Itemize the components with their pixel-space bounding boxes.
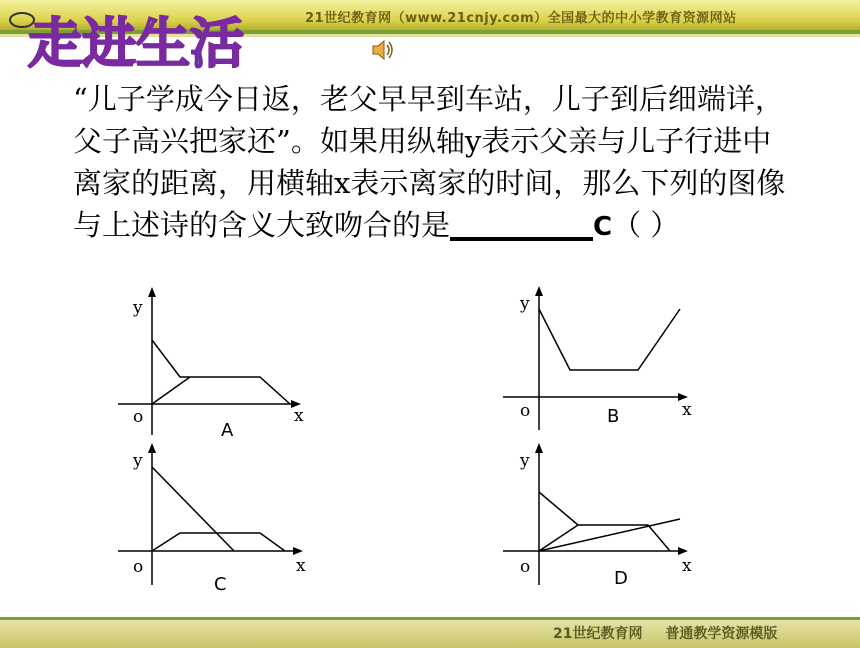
site-banner-text: 21世纪教育网（www.21cnjy.com）全国最大的中小学教育资源网站 — [305, 11, 737, 26]
y-axis-label: y — [133, 451, 143, 471]
x-axis-label: x — [682, 400, 692, 420]
y-axis-label: y — [133, 298, 143, 318]
option-label: B — [607, 406, 620, 427]
origin-label: o — [520, 401, 531, 421]
origin-label: o — [520, 557, 531, 577]
x-axis-label: x — [294, 406, 304, 426]
option-label: D — [614, 568, 628, 589]
answer-letter: C — [593, 212, 613, 242]
origin-label: o — [133, 557, 144, 577]
question-body: “儿子学成今日返，老父早早到车站，儿子到后细端详，父子高兴把家还”。如果用纵轴y表示父亲与儿子行进中离家的距离，用横轴x表示离家的时间，那么下列的图像与上述诗的含义大致吻合的是 — [73, 82, 786, 242]
answer-parentheses: （ ） — [612, 208, 680, 242]
y-axis-label: y — [520, 451, 530, 471]
x-axis-label: x — [682, 556, 692, 576]
option-label: C — [214, 574, 227, 595]
y-axis-label: y — [520, 294, 530, 314]
answer-blank: ___________ — [450, 212, 594, 242]
logo-text: 走进生活 — [28, 12, 244, 75]
x-axis-label: x — [296, 556, 306, 576]
option-label: A — [221, 420, 234, 441]
footer-text: 21世纪教育网 普通教学资源模版 — [553, 626, 778, 642]
origin-label: o — [133, 407, 144, 427]
